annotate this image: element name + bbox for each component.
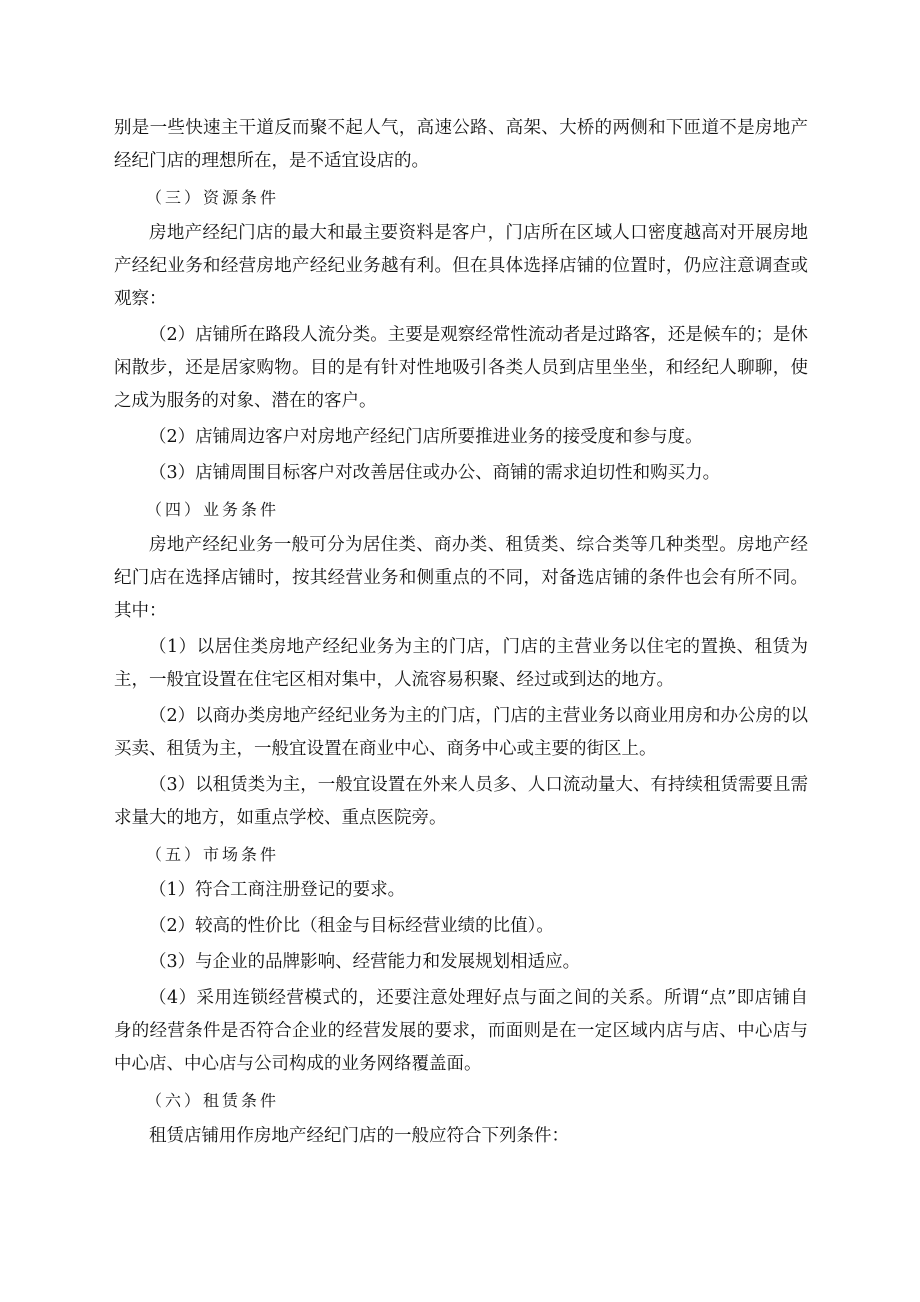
list-item: （1）符合工商注册登记的要求。 [149, 880, 406, 900]
document-body [114, 112, 808, 1156]
section-heading-lease: （六）租赁条件 [146, 1091, 280, 1110]
list-item: （2）较高的性价比（租金与目标经营业绩的比值）。 [149, 916, 554, 936]
list-item: （2）店铺周边客户对房地产经纪门店所要推进业务的接受度和参与度。 [149, 427, 703, 447]
list-item: （3）店铺周围目标客户对改善居住或办公、商铺的需求迫切性和购买力。 [149, 463, 721, 483]
paragraph: 房地产经纪门店的最大和最主要资料是客户，门店所在区域人口密度越高对开展房地产经纪业务和经营房地产经纪业务越有利。但在具体选择店铺的位置时，仍应注意调查或观察： [114, 223, 808, 309]
section-heading-business: （四）业务条件 [146, 500, 280, 519]
paragraph-continuation: 别是一些快速主干道反而聚不起人气，高速公路、高架、大桥的两侧和下匝道不是房地产经纪门店的理想所在，是不适宜设店的。 [114, 118, 808, 171]
list-item: （2）店铺所在路段人流分类。主要是观察经常性流动者是过路客，还是候车的；是休闲散步，还是居家购物。目的是有针对性地吸引各类人员到店里坐坐，和经纪人聊聊，使之成为服务的对象、潜在的客户。 [114, 325, 808, 411]
list-item: （2）以商办类房地产经纪业务为主的门店，门店的主营业务以商业用房和办公房的以买卖、租赁为主，一般宜设置在商业中心、商务中心或主要的街区上。 [114, 706, 808, 759]
list-item: （4）采用连锁经营模式的，还要注意处理好点与面之间的关系。所谓“点”即店铺自身的经营条件是否符合企业的经营发展的要求，而面则是在一定区域内店与店、中心店与中心店、中心店与公司构成的业务网络覆盖面。 [114, 988, 808, 1074]
paragraph: 房地产经纪业务一般可分为居住类、商办类、租赁类、综合类等几种类型。房地产经纪门店在选择店铺时，按其经营业务和侧重点的不同，对备选店铺的条件也会有所不同。其中： [114, 535, 808, 621]
section-heading-market: （五）市场条件 [146, 845, 280, 864]
section-heading-resources: （三）资源条件 [146, 188, 280, 207]
list-item: （3）以租赁类为主，一般宜设置在外来人员多、人口流动量大、有持续租赁需要且需求量大的地方，如重点学校、重点医院旁。 [114, 775, 808, 828]
paragraph: 租赁店铺用作房地产经纪门店的一般应符合下列条件： [149, 1126, 569, 1146]
list-item: （3）与企业的品牌影响、经营能力和发展规划相适应。 [149, 952, 581, 972]
list-item: （1）以居住类房地产经纪业务为主的门店，门店的主营业务以住宅的置换、租赁为主，一般宜设置在住宅区相对集中，人流容易积聚、经过或到达的地方。 [114, 637, 808, 690]
